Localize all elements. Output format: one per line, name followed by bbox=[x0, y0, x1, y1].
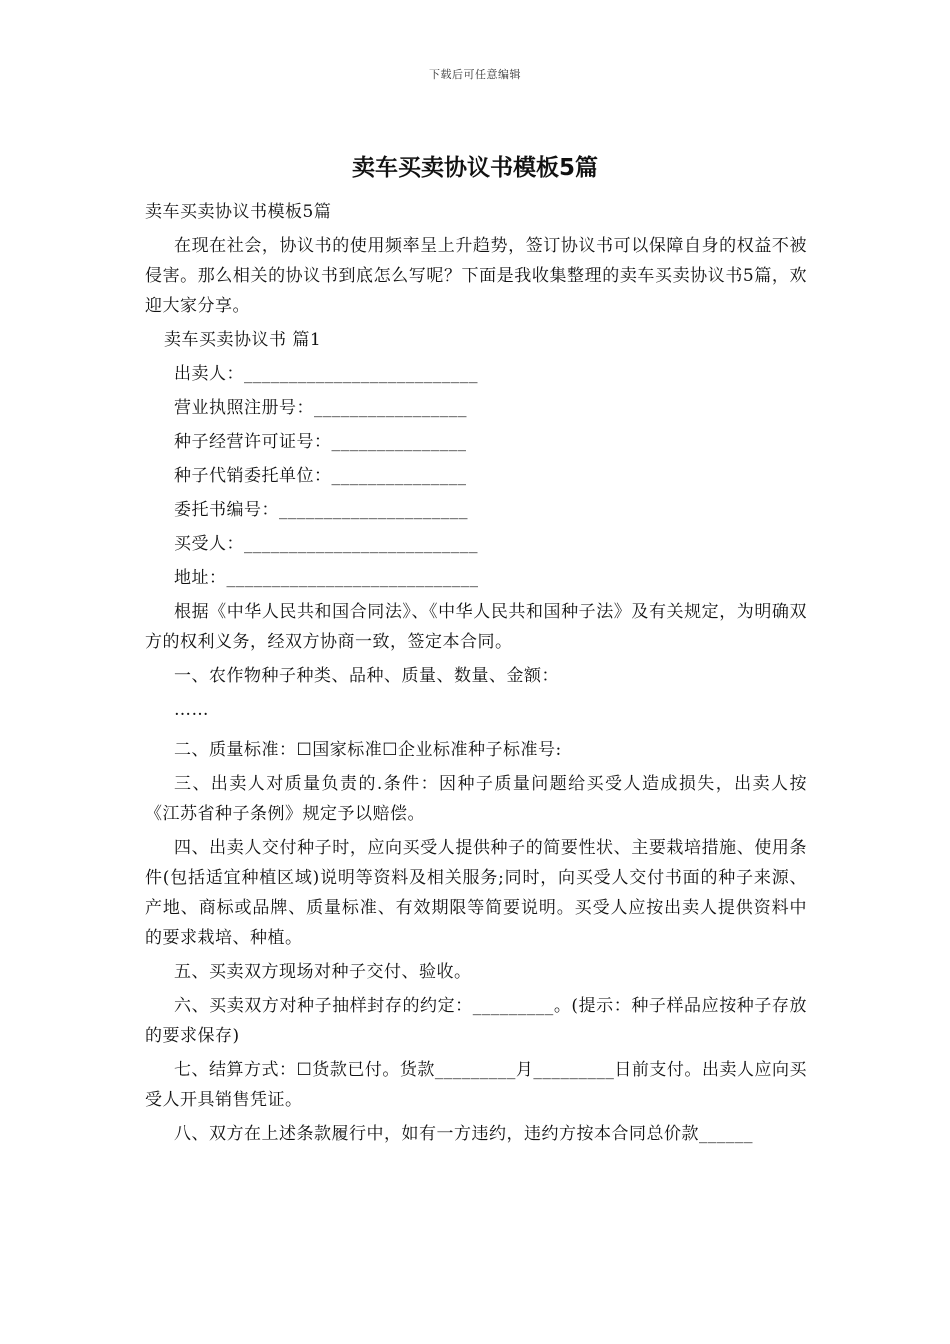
document-body bbox=[145, 197, 807, 1153]
item-2: 二、质量标准：☐国家标准☐企业标准种子标准号: bbox=[174, 740, 562, 760]
intro-paragraph: 在现在社会，协议书的使用频率呈上升趋势，签订协议书可以保障自身的权益不被侵害。那么相关的协议书到底怎么写呢？下面是我收集整理的卖车买卖协议书5篇，欢迎大家分享。 bbox=[145, 236, 807, 316]
item-7: 七、结算方式：☐货款已付。货款_________月_________日前支付。出卖人应向买受人开具销售凭证。 bbox=[145, 1060, 807, 1110]
item-4: 四、出卖人交付种子时，应向买受人提供种子的简要性状、主要栽培措施、使用条件(包括适宜种植区域)说明等资料及相关服务;同时，向买受人交付书面的种子来源、产地、商标或品牌、质量标准、有效期限等简要说明。买受人应按出卖人提供资料中的要求栽培、种植。 bbox=[145, 838, 807, 948]
field-business-license: 营业执照注册号：_________________ bbox=[174, 398, 467, 418]
field-consignment-unit: 种子代销委托单位：_______________ bbox=[174, 466, 467, 486]
document-title: 卖车买卖协议书模板5篇 bbox=[351, 155, 598, 181]
field-address: 地址：____________________________ bbox=[174, 568, 479, 588]
field-seller: 出卖人：__________________________ bbox=[174, 364, 478, 384]
item-8: 八、双方在上述条款履行中，如有一方违约，违约方按本合同总价款______ bbox=[174, 1124, 753, 1144]
item-5: 五、买卖双方现场对种子交付、验收。 bbox=[174, 962, 472, 982]
item-1: 一、农作物种子种类、品种、质量、数量、金额： bbox=[174, 666, 559, 686]
basis-paragraph: 根据《中华人民共和国合同法》、《中华人民共和国种子法》及有关规定，为明确双方的权利义务，经双方协商一致，签定本合同。 bbox=[145, 602, 807, 652]
page-header-note: 下载后可任意编辑 bbox=[429, 68, 521, 81]
field-buyer: 买受人：__________________________ bbox=[174, 534, 478, 554]
field-authorization-number: 委托书编号：_____________________ bbox=[174, 500, 468, 520]
item-6: 六、买卖双方对种子抽样封存的约定：_________。(提示：种子样品应按种子存放的要求保存) bbox=[145, 996, 807, 1046]
ellipsis: …… bbox=[174, 700, 209, 720]
item-3: 三、出卖人对质量负责的.条件：因种子质量问题给买受人造成损失，出卖人按《江苏省种子条例》规定予以赔偿。 bbox=[145, 774, 807, 824]
field-seed-license: 种子经营许可证号：_______________ bbox=[174, 432, 467, 452]
section-heading: 卖车买卖协议书 篇1 bbox=[164, 330, 322, 350]
document-subtitle: 卖车买卖协议书模板5篇 bbox=[145, 202, 332, 222]
